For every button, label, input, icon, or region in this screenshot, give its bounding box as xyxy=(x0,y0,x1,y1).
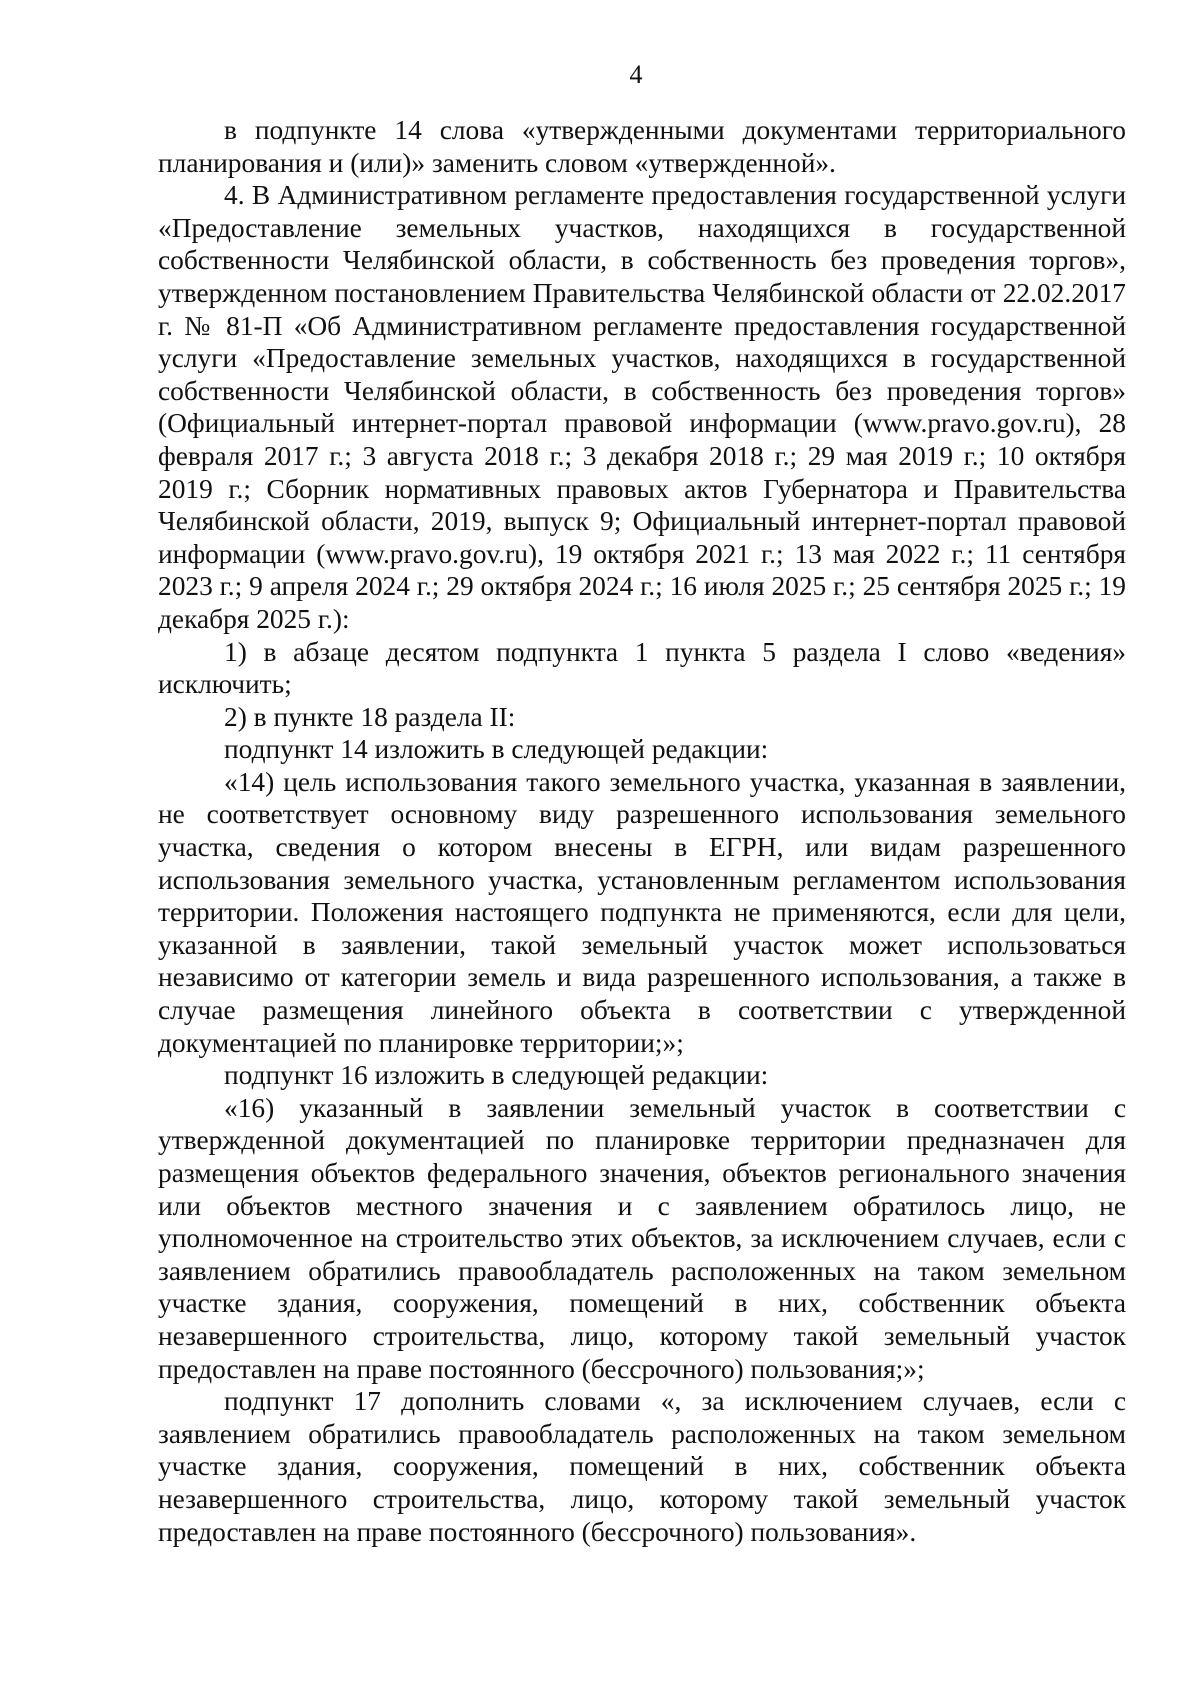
document-body xyxy=(158,114,1126,1548)
paragraph-subitem-1: 1) в абзаце десятом подпункта 1 пункта 5 раздела I слово «ведения» исключить; xyxy=(158,636,1126,700)
paragraph-subitem-2: 2) в пункте 18 раздела II: xyxy=(224,701,516,732)
paragraph-subpoint-16-text: «16) указанный в заявлении земельный участок в соответствии с утвержденной документацией по планировке территории предназначен для размещения объектов федерального значения, объектов регионального значения или объектов местного значения и с заявлением обратилось лицо, не уполномоченное на строительство этих объектов, за исключением случаев, если с заявлением обратились правообладатель расположенных на таком земельном участке здания, сооружения, помещений в них, собственник объекта незавершенного строительства, лицо, которому такой земельный участок предоставлен на праве постоянного (бессрочного) пользования;»; xyxy=(158,1092,1126,1384)
paragraph-subpoint-17: подпункт 17 дополнить словами «, за исключением случаев, если с заявлением обратились правообладатель расположенных на таком земельном участке здания, сооружения, помещений в них, собственник объекта незавершенного строительства, лицо, которому такой земельный участок предоставлен на праве постоянного (бессрочного) пользования». xyxy=(158,1386,1126,1547)
page-number: 4 xyxy=(629,60,643,89)
paragraph-amendment-14: в подпункте 14 слова «утвержденными документами территориального планирования и (или)» заменить словом «утвержденной». xyxy=(158,115,1126,178)
paragraph-subpoint-14-intro: подпункт 14 изложить в следующей редакции: xyxy=(224,734,769,765)
paragraph-item-4: 4. В Административном регламенте предоставления государственной услуги «Предоставление земельных участков, находящихся в государственной собственности Челябинской области, в собственность без проведения торгов», утвержденном постановлением Правительства Челябинской области от 22.02.2017 г. № 81-П «Об Административном регламенте предоставления государственной услуги «Предоставление земельных участков, находящихся в государственной собственности Челябинской области, в собственность без проведения торгов» (Официальный интернет-портал правовой информации (www.pravo.gov.ru), 28 февраля 2017 г.; 3 августа 2018 г.; 3 декабря 2018 г.; 29 мая 2019 г.; 10 октября 2019 г.; Сборник нормативных правовых актов Губернатора и Правительства Челябинской области, 2019, выпуск 9; Официальный интернет-портал правовой информации (www.pravo.gov.ru), 19 октября 2021 г.; 13 мая 2022 г.; 11 сентября 2023 г.; 9 апреля 2024 г.; 29 октября 2024 г.; 16 июля 2025 г.; 25 сентября 2025 г.; 19 декабря 2025 г.): xyxy=(158,180,1126,634)
paragraph-subpoint-16-intro: подпункт 16 изложить в следующей редакции: xyxy=(224,1060,769,1091)
paragraph-subpoint-14-text: «14) цель использования такого земельного участка, указанная в заявлении, не соответствует основному виду разрешенного использования земельного участка, сведения о котором внесены в ЕГРН, или видам разрешенного использования земельного участка, установленным регламентом использования территории. Положения настоящего подпункта не применяются, если для цели, указанной в заявлении, такой земельный участок может использоваться независимо от категории земель и вида разрешенного использования, а также в случае размещения линейного объекта в соответствии с утвержденной документацией по планировке территории;»; xyxy=(158,766,1126,1058)
